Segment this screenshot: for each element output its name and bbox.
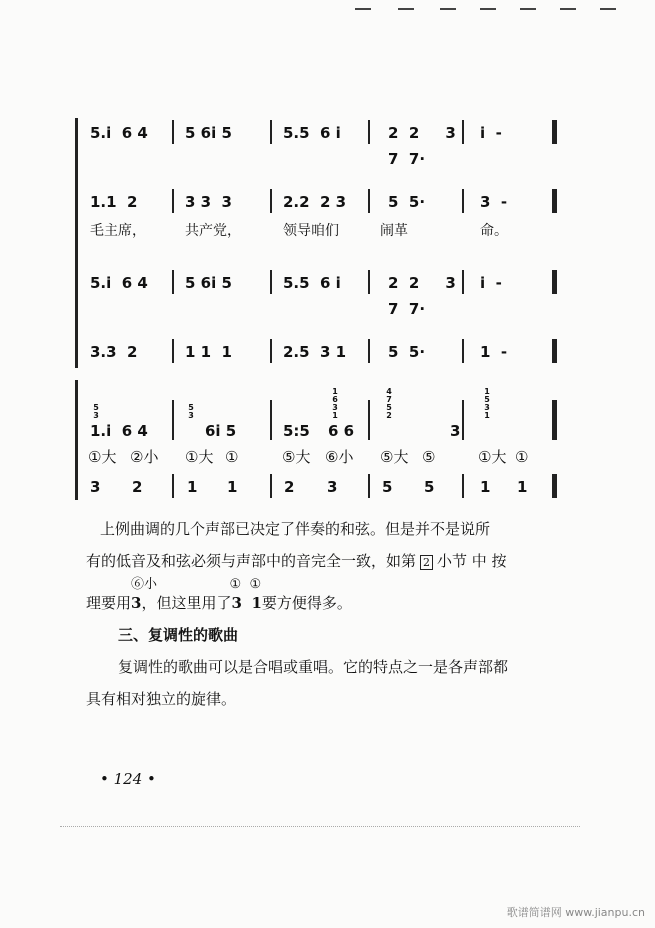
bass-note: 1 (517, 478, 528, 496)
bar-line (368, 339, 370, 363)
note (249, 577, 262, 612)
bar-line (172, 339, 174, 363)
bar-line (172, 189, 174, 213)
chord-symbol: ①大 (88, 448, 117, 466)
lower-voice-notes: 7 7· (388, 300, 426, 318)
watermark: 歌谱简谱网 www.jianpu.cn (506, 906, 645, 919)
lyric: 领导咱们 (283, 223, 339, 239)
text: 小节 中 按 (437, 552, 507, 570)
page-number: • 124 • (100, 770, 156, 788)
bar-line (270, 339, 272, 363)
top-dash (560, 8, 576, 10)
chord-symbol: ①大 (478, 448, 507, 466)
bar-line (462, 270, 464, 294)
top-dash (600, 8, 616, 10)
final-barline (552, 120, 557, 144)
chord-stack: 1 6 3 1 (332, 387, 338, 420)
chord-symbol: ②小 (130, 448, 159, 466)
bass-note: 1 (227, 478, 238, 496)
measure-notes: 5:5 (283, 422, 310, 440)
chord-stack: 5 3 (93, 403, 99, 420)
measure-notes: 1 - (480, 343, 508, 361)
chord-symbol: ⑤ (422, 448, 436, 466)
bar-line (368, 189, 370, 213)
final-barline (552, 339, 557, 363)
top-dash (480, 8, 496, 10)
note (131, 577, 158, 612)
bar-line (172, 474, 174, 498)
top-dash (440, 8, 456, 10)
bar-line (462, 120, 464, 144)
bar-line (172, 400, 174, 440)
chord-mark: ① (249, 577, 262, 592)
text: 要方便得多。 (261, 594, 352, 612)
bar-line (270, 120, 272, 144)
final-barline (552, 270, 557, 294)
lower-voice-notes: 7 7· (388, 150, 426, 168)
bar-line (462, 400, 464, 440)
chord-symbol: ⑥小 (325, 448, 354, 466)
bar-line (270, 270, 272, 294)
bass-note: 3 (327, 478, 338, 496)
final-barline (552, 189, 557, 213)
note (229, 577, 242, 612)
measure-notes: 6i 5 (205, 422, 237, 440)
measure-notes: 2 2 3 (388, 124, 456, 142)
chord-symbol: ⑤大 (282, 448, 311, 466)
note-digit: 3 (231, 594, 242, 612)
measure-notes: 3.3 2 (90, 343, 138, 361)
bar-line (462, 189, 464, 213)
measure-number-box: 2 (420, 555, 433, 570)
measure-notes: 2.5 3 1 (283, 343, 347, 361)
final-barline (552, 400, 557, 440)
chord-symbol: ① (515, 448, 529, 466)
note-digit: 3 (131, 594, 142, 612)
measure-notes: 2 2 3 (388, 274, 456, 292)
bass-note: 2 (132, 478, 143, 496)
lyric: 共产党， (185, 223, 241, 239)
chord-symbol: ⑤大 (380, 448, 409, 466)
top-dash (355, 8, 371, 10)
measure-notes: 5.i 6 4 (90, 274, 148, 292)
chord-stack: 5 3 (188, 403, 194, 420)
measure-notes: 5 5· (388, 193, 426, 211)
measure-notes: 2.2 2 3 (283, 193, 347, 211)
system-bracket (75, 118, 78, 368)
system-bracket (75, 380, 78, 500)
measure-notes: 3 (450, 422, 461, 440)
divider (60, 826, 580, 827)
final-barline (552, 474, 557, 498)
chord-stack: 4 7 5 2 (386, 387, 392, 420)
measure-notes: 1 1 1 (185, 343, 232, 361)
bass-note: 5 (424, 478, 435, 496)
bar-line (270, 400, 272, 440)
text: ，但这里用了 (141, 594, 232, 612)
paragraph-line (86, 577, 352, 612)
lyric: 毛主席， (90, 223, 146, 239)
measure-notes: 6 6 (328, 422, 355, 440)
measure-notes: 5 6i 5 (185, 274, 232, 292)
paragraph-line: 复调性的歌曲可以是合唱或重唱。它的特点之一是各声部都 (118, 658, 509, 676)
bass-note: 1 (187, 478, 198, 496)
bass-note: 3 (90, 478, 101, 496)
paragraph-line: 上例曲调的几个声部已决定了伴奏的和弦。但是并不是说所 (100, 520, 491, 538)
top-dash (398, 8, 414, 10)
bar-line (368, 270, 370, 294)
bar-line (368, 474, 370, 498)
bass-note: 2 (284, 478, 295, 496)
bar-line (368, 400, 370, 440)
measure-notes: 1.i 6 4 (90, 422, 148, 440)
bar-line (172, 120, 174, 144)
measure-notes: 3 - (480, 193, 508, 211)
measure-notes: 5.5 6 i (283, 274, 341, 292)
measure-notes: i - (480, 274, 502, 292)
lyric: 命。 (480, 223, 508, 239)
text: 理要用 (86, 594, 132, 612)
measure-notes: 3 3 3 (185, 193, 232, 211)
chord-mark: ① (229, 577, 242, 592)
chord-stack: 1 5 3 1 (484, 387, 490, 420)
bar-line (270, 189, 272, 213)
lyric: 闹革 (380, 223, 408, 239)
chord-symbol: ① (225, 448, 239, 466)
measure-notes: 5 5· (388, 343, 426, 361)
paragraph-line: 具有相对独立的旋律。 (86, 690, 237, 708)
top-dash (520, 8, 536, 10)
chord-mark: ⑥小 (131, 577, 158, 592)
section-heading: 三、复调性的歌曲 (118, 626, 239, 644)
measure-notes: 5 6i 5 (185, 124, 232, 142)
bar-line (462, 474, 464, 498)
measure-notes: 5.5 6 i (283, 124, 341, 142)
bar-line (368, 120, 370, 144)
note-digit: 1 (251, 594, 262, 612)
bar-line (462, 339, 464, 363)
measure-notes: 5.i 6 4 (90, 124, 148, 142)
measure-notes: i - (480, 124, 502, 142)
text: 有的低音及和弦必须与声部中的音完全一致，如第 (86, 552, 417, 570)
bass-note: 1 (480, 478, 491, 496)
bar-line (172, 270, 174, 294)
bar-line (270, 474, 272, 498)
chord-symbol: ①大 (185, 448, 214, 466)
paragraph-line (86, 552, 507, 572)
bass-note: 5 (382, 478, 393, 496)
measure-notes: 1.1 2 (90, 193, 138, 211)
